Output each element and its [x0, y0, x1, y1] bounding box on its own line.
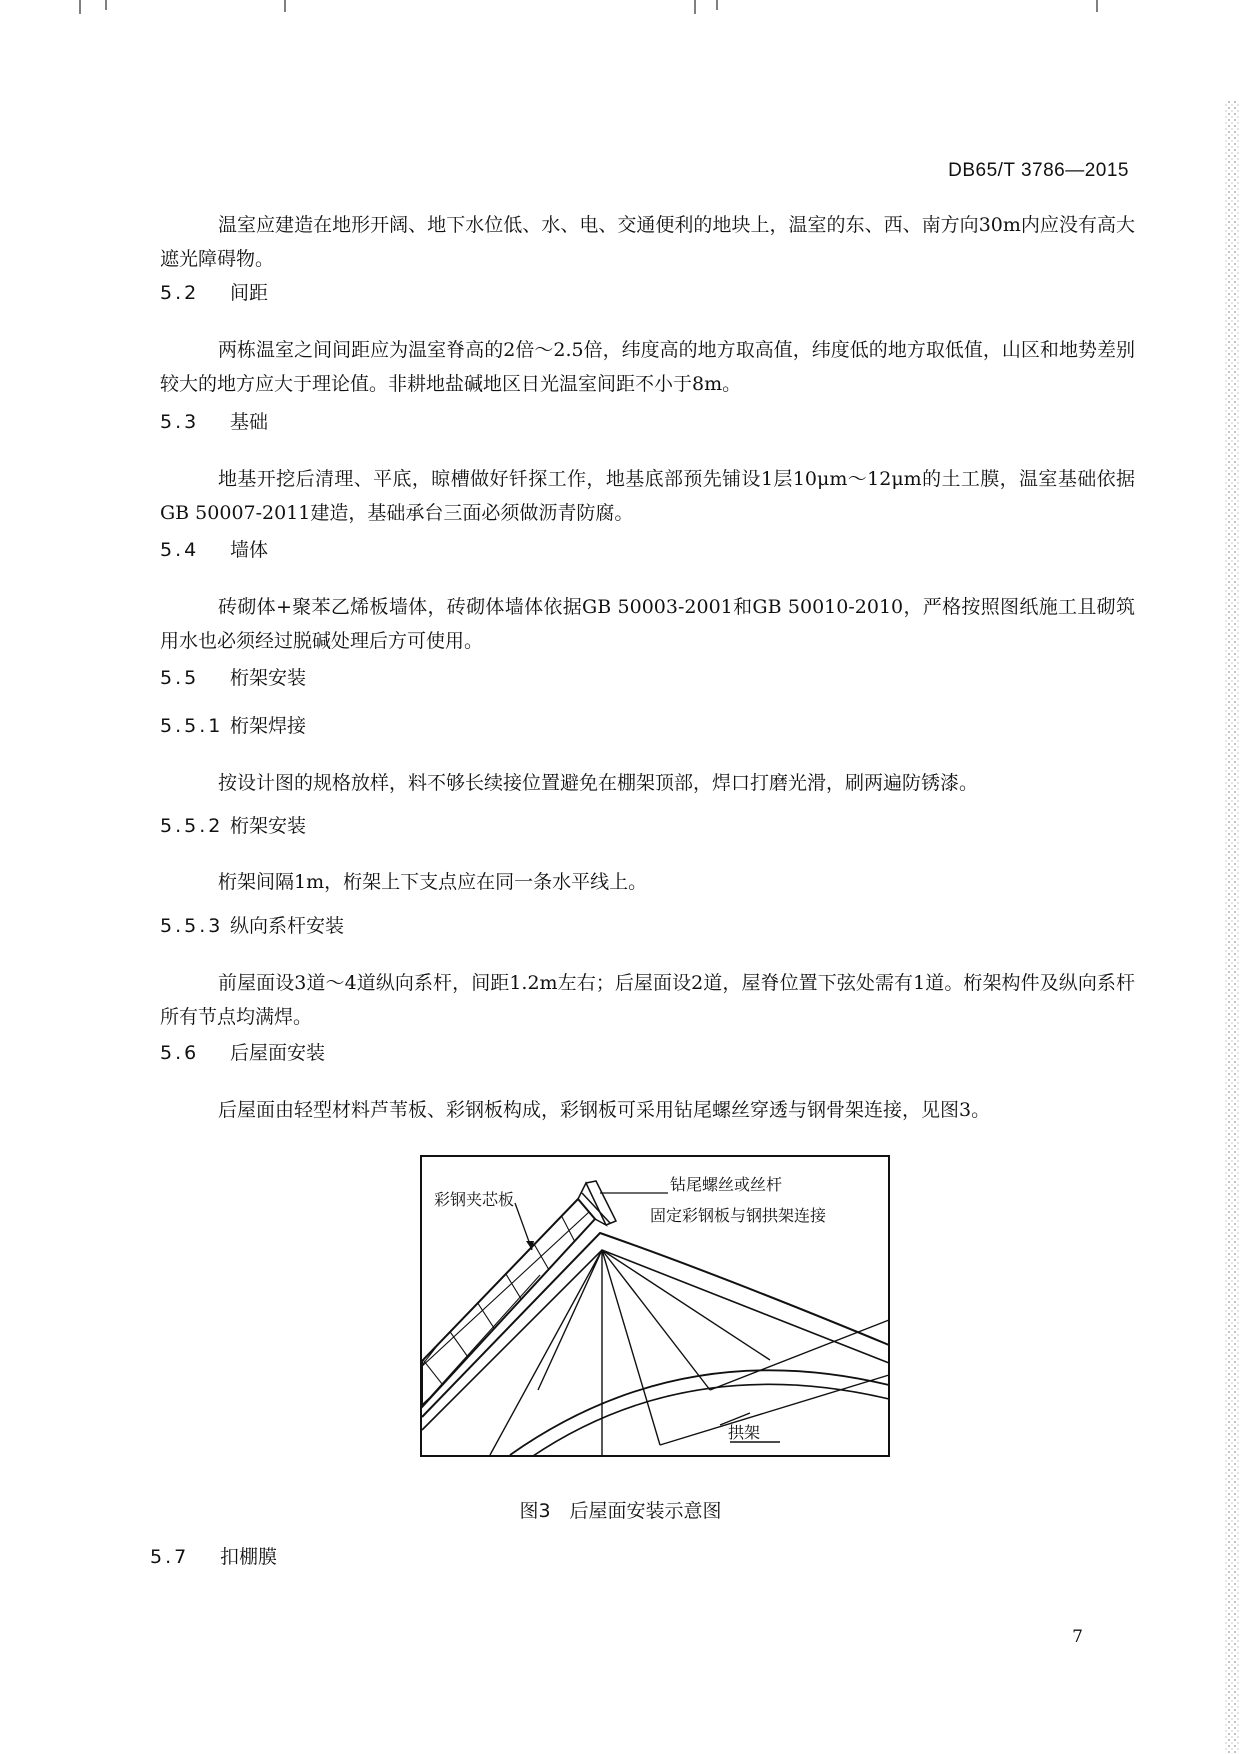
label-screw-2: 固定彩钢板与钢拱架连接	[650, 1206, 827, 1225]
paragraph-5-5-1: 按设计图的规格放样，料不够长续接位置避免在棚架顶部，焊口打磨光滑，刷两遍防锈漆。	[218, 772, 979, 794]
heading-5-5-2: 5.5.2 桁架安装	[160, 815, 307, 837]
heading-5-5: 5.5 桁架安装	[160, 667, 307, 689]
heading-5-7: 5.7 扣棚膜	[150, 1546, 278, 1568]
paragraph-5-5-2: 桁架间隔1m，桁架上下支点应在同一条水平线上。	[218, 871, 648, 893]
heading-5-4: 5.4 墙体	[160, 539, 269, 561]
arch-lower	[510, 1370, 889, 1455]
paragraph-5-3: 地基开挖后清理、平底，晾槽做好钎探工作，地基底部预先铺设1层10μm～12μm的土工膜，温室基础依据GB 50007-2011建造，基础承台三面必须做沥青防腐。	[160, 468, 1135, 524]
figure-caption: 图3 后屋面安装示意图	[519, 1500, 722, 1522]
page-number: 7	[1072, 1627, 1083, 1647]
ridge-bracket	[578, 1181, 616, 1225]
arch-inner	[422, 1250, 889, 1430]
heading-5-3: 5.3 基础	[160, 411, 269, 433]
paragraph-5-6: 后屋面由轻型材料芦苇板、彩钢板构成，彩钢板可采用钻尾螺丝穿透与钢骨架连接，见图3。	[218, 1099, 991, 1121]
label-sandwich-panel: 彩钢夹芯板	[434, 1190, 515, 1209]
heading-5-5-3: 5.5.3 纵向系杆安装	[160, 915, 345, 937]
paragraph-5-4: 砖砌体+聚苯乙烯板墙体，砖砌体墙体依据GB 50003-2001和GB 50010-2010，严格按照图纸施工且砌筑用水也必须经过脱碱处理后方可使用。	[160, 596, 1135, 652]
paragraph-5-5-3: 前屋面设3道～4道纵向系杆，间距1.2m左右；后屋面设2道，屋脊位置下弦处需有1道。桁架构件及纵向系杆所有节点均满焊。	[160, 972, 1135, 1028]
standard-code: DB65/T 3786—2015	[948, 160, 1129, 181]
heading-5-6: 5.6 后屋面安装	[160, 1042, 326, 1064]
paragraph-5-2: 两栋温室之间间距应为温室脊高的2倍～2.5倍，纬度高的地方取高值，纬度低的地方取低值，山区和地势差别较大的地方应大于理论值。非耕地盐碱地区日光温室间距不小于8m。	[160, 339, 1135, 395]
heading-5-2: 5.2 间距	[160, 282, 269, 304]
rear-roof-diagram	[420, 1155, 890, 1457]
scan-edge-marks	[0, 0, 1241, 20]
truss-webs	[490, 1250, 889, 1455]
intro-paragraph: 温室应建造在地形开阔、地下水位低、水、电、交通便利的地块上，温室的东、西、南方向30m内应没有高大遮光障碍物。	[160, 214, 1135, 270]
label-arch: 拱架	[728, 1423, 761, 1442]
heading-5-5-1: 5.5.1 桁架焊接	[160, 715, 307, 737]
label-screw-1: 钻尾螺丝或丝杆	[670, 1175, 783, 1194]
